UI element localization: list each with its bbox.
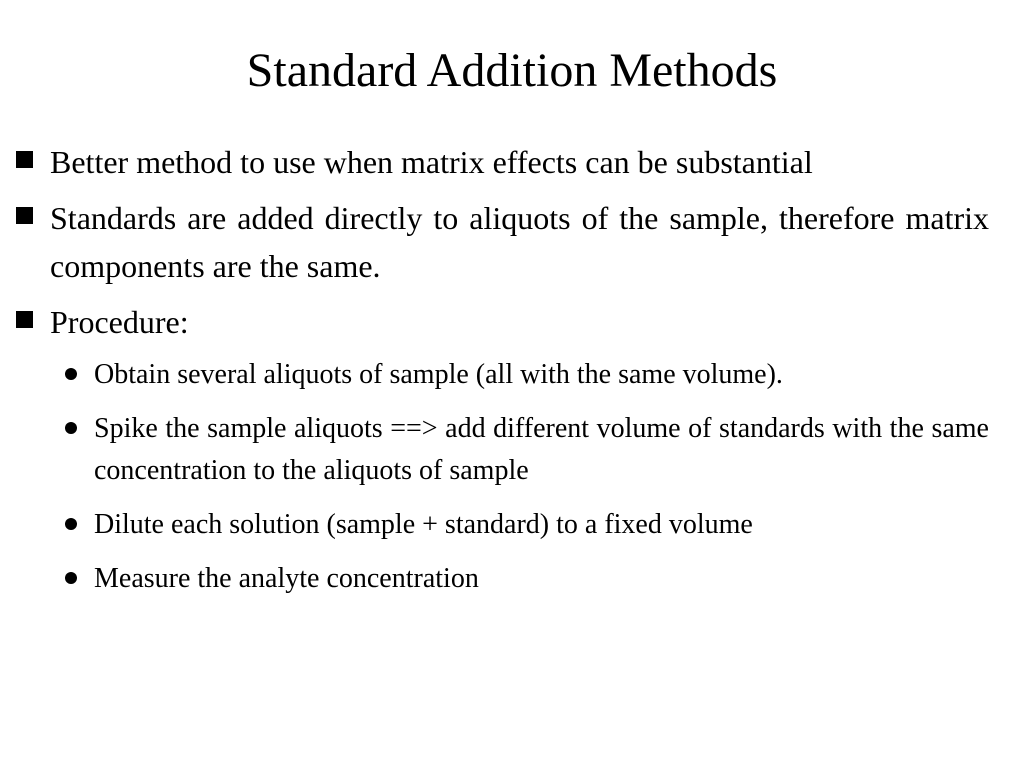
bullet-item xyxy=(14,298,989,346)
sub-bullet-text: Obtain several aliquots of sample (all with the same volume). xyxy=(94,359,783,390)
bullet-text: Procedure: xyxy=(50,304,189,340)
bullet-text: Standards are added directly to aliquots of the sample, therefore matrix components are the same. xyxy=(50,200,989,284)
slide-content xyxy=(14,138,989,612)
bullet-item xyxy=(14,138,989,186)
square-bullet-icon xyxy=(16,207,33,224)
square-bullet-icon xyxy=(16,151,33,168)
slide-title: Standard Addition Methods xyxy=(246,44,778,97)
square-bullet-icon xyxy=(16,311,33,328)
round-bullet-icon xyxy=(65,572,77,584)
sub-bullet-item xyxy=(60,558,989,600)
sub-bullet-item xyxy=(60,354,989,396)
round-bullet-icon xyxy=(65,518,77,530)
sub-bullet-text: Measure the analyte concentration xyxy=(94,563,479,594)
sub-bullet-text: Dilute each solution (sample + standard) to a fixed volume xyxy=(94,509,753,540)
sub-bullet-item xyxy=(60,504,989,546)
bullet-item xyxy=(14,194,989,290)
sub-bullet-text: Spike the sample aliquots ==> add different volume of standards with the same concentration to the aliquots of sample xyxy=(94,413,989,486)
round-bullet-icon xyxy=(65,422,77,434)
sub-bullet-item xyxy=(60,408,989,492)
bullet-text: Better method to use when matrix effects can be substantial xyxy=(50,144,813,180)
round-bullet-icon xyxy=(65,368,77,380)
